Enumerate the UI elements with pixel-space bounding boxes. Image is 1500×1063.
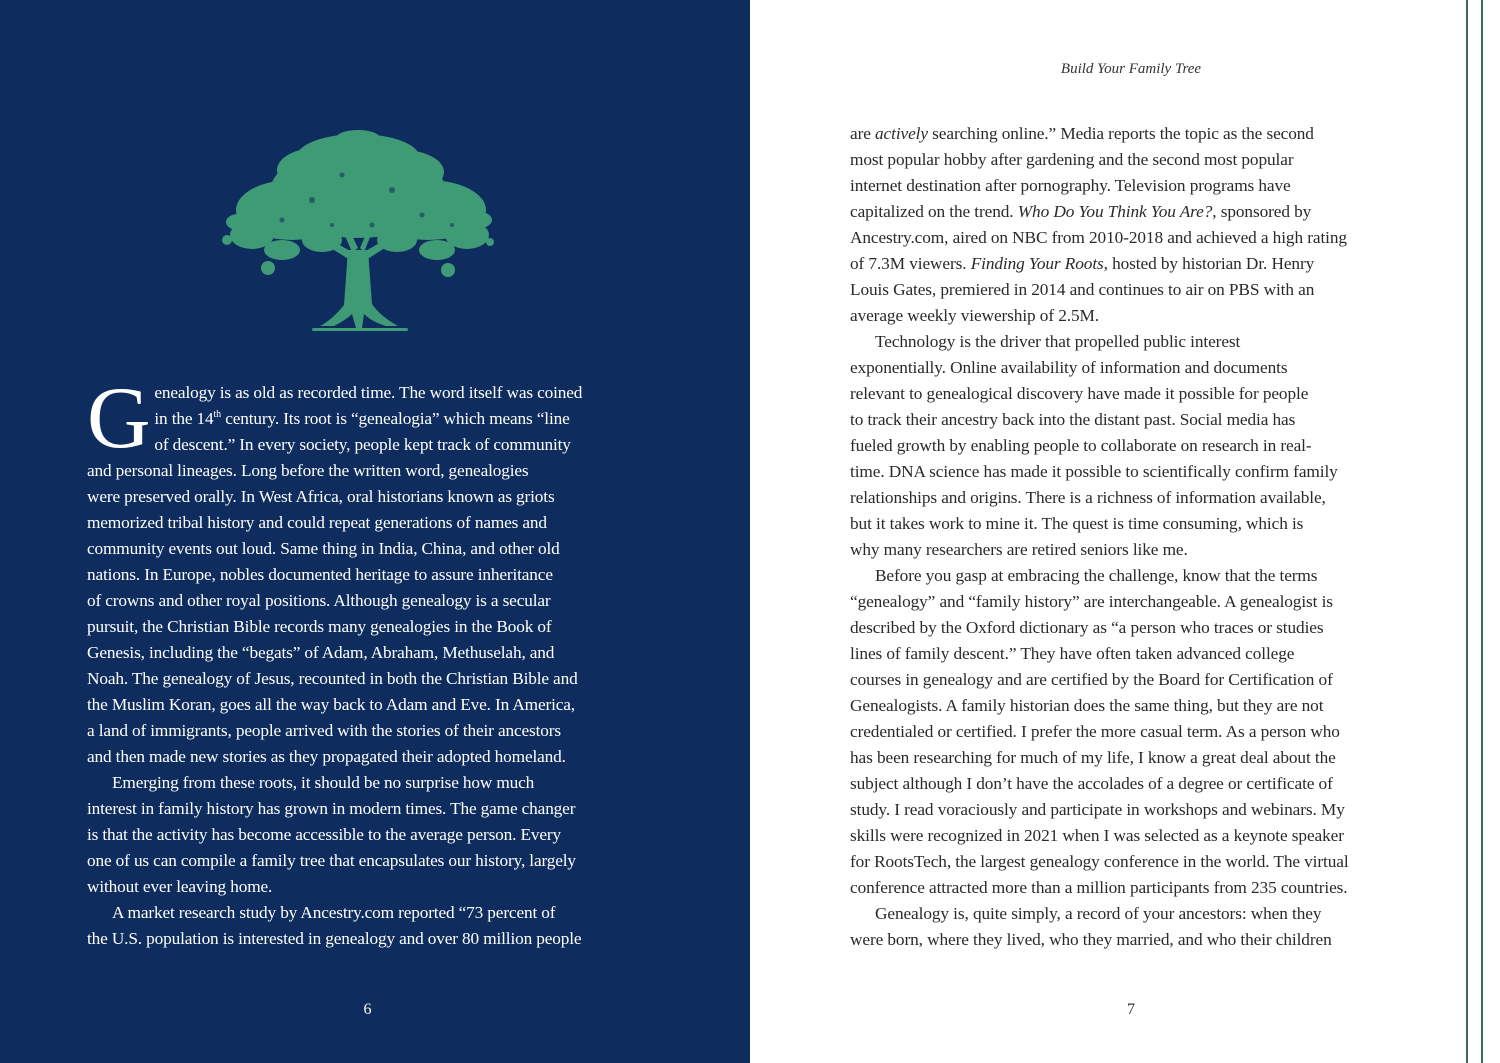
paragraph [850,901,1412,953]
right-page [750,0,1500,1063]
page-number: 7 [1127,1001,1135,1018]
text-line: are actively searching online.” Media reports the topic as the second [850,124,1314,143]
text-line: lines of family descent.” They have often taken advanced college [850,644,1295,663]
text-line: and then made new stories as they propagated their adopted homeland. [87,747,566,766]
show-title: Finding Your Roots [970,254,1104,273]
text-line: to track their ancestry back into the distant past. Social media has [850,410,1296,429]
text-line: has been researching for much of my life, I know a great deal about the [850,748,1336,767]
text-line: Ancestry.com, aired on NBC from 2010-2018 and achieved a high rating [850,228,1347,247]
text-line: Before you gasp at embracing the challenge, know that the terms [875,566,1318,585]
text-line: why many researchers are retired seniors like me. [850,540,1188,559]
left-body-text [87,370,652,952]
text-line: time. DNA science has made it possible to scientifically confirm family [850,462,1338,481]
text-line: exponentially. Online availability of information and documents [850,358,1288,377]
page-edge-rule [1466,0,1468,1063]
text-line: without ever leaving home. [87,877,273,896]
text-line: “genealogy” and “family history” are interchangeable. A genealogist is [850,592,1333,611]
tree-icon [222,130,494,336]
text-line: pursuit, the Christian Bible records many genealogies in the Book of [87,617,552,636]
paragraph [87,770,652,900]
text-line: were preserved orally. In West Africa, oral historians known as griots [87,487,555,506]
text-line: nations. In Europe, nobles documented heritage to assure inheritance [87,565,553,584]
emphasis: actively [875,124,928,143]
text-line: skills were recognized in 2021 when I was selected as a keynote speaker [850,826,1344,845]
text-line: and personal lineages. Long before the written word, genealogies [87,461,529,480]
text-line: enealogy is as old as recorded time. The word itself was coined [154,383,583,402]
text-line: most popular hobby after gardening and the second most popular [850,150,1294,169]
text-line: relevant to genealogical discovery have made it possible for people [850,384,1309,403]
drop-cap: G [87,370,151,467]
text-line: of crowns and other royal positions. Although genealogy is a secular [87,591,551,610]
show-title: Who Do You Think You Are? [1017,202,1213,221]
text-line: in the 14th century. Its root is “genealogia” which means “line [154,409,570,428]
page-number: 6 [363,1001,372,1018]
right-body-text [850,121,1412,953]
text-line: courses in genealogy and are certified by the Board for Certification of [850,670,1333,689]
paragraph [850,329,1412,563]
paragraph [87,900,652,952]
text-line: were born, where they lived, who they married, and who their children [850,930,1332,949]
text-line: is that the activity has become accessible to the average person. Every [87,825,561,844]
text-line: subject although I don’t have the accolades of a degree or certificate of [850,774,1333,793]
text-line: A market research study by Ancestry.com reported “73 percent of [112,903,556,922]
paragraph [850,563,1412,901]
paragraph [850,121,1412,329]
text-line: memorized tribal history and could repeat generations of names and [87,513,547,532]
text-line: of 7.3M viewers. Finding Your Roots, hosted by historian Dr. Henry [850,254,1315,273]
text-line: Genealogy is, quite simply, a record of your ancestors: when they [875,904,1322,923]
text-line: conference attracted more than a million participants from 235 countries. [850,878,1348,897]
text-line: internet destination after pornography. Television programs have [850,176,1291,195]
text-line: described by the Oxford dictionary as “a person who traces or studies [850,618,1324,637]
paragraph [87,370,652,770]
text-line: average weekly viewership of 2.5M. [850,306,1100,325]
text-line: community events out loud. Same thing in India, China, and other old [87,539,560,558]
text-line: study. I read voraciously and participate in workshops and webinars. My [850,800,1345,819]
text-line: Louis Gates, premiered in 2014 and continues to air on PBS with an [850,280,1315,299]
text-line: Emerging from these roots, it should be no surprise how much [112,773,535,792]
page-edge-rule [1481,0,1483,1063]
text-line: Technology is the driver that propelled public interest [875,332,1241,351]
text-line: of descent.” In every society, people kept track of community [154,435,571,454]
text-line: the Muslim Koran, goes all the way back to Adam and Eve. In America, [87,695,575,714]
text-line: interest in family history has grown in modern times. The game changer [87,799,576,818]
text-line: for RootsTech, the largest genealogy conference in the world. The virtual [850,852,1349,871]
text-line: one of us can compile a family tree that encapsulates our history, largely [87,851,576,870]
text-line: but it takes work to mine it. The quest is time consuming, which is [850,514,1304,533]
text-line: Genealogists. A family historian does the same thing, but they are not [850,696,1324,715]
text-line: relationships and origins. There is a richness of information available, [850,488,1326,507]
text-line: credentialed or certified. I prefer the more casual term. As a person who [850,722,1340,741]
text-line: Genesis, including the “begats” of Adam, Abraham, Methuselah, and [87,643,555,662]
text-line: a land of immigrants, people arrived with the stories of their ancestors [87,721,561,740]
text-line: the U.S. population is interested in genealogy and over 80 million people [87,929,582,948]
text-line: fueled growth by enabling people to collaborate on research in real- [850,436,1312,455]
running-head: Build Your Family Tree [1060,61,1202,77]
text-line: Noah. The genealogy of Jesus, recounted in both the Christian Bible and [87,669,578,688]
text-line: capitalized on the trend. Who Do You Think You Are?, sponsored by [850,202,1312,221]
